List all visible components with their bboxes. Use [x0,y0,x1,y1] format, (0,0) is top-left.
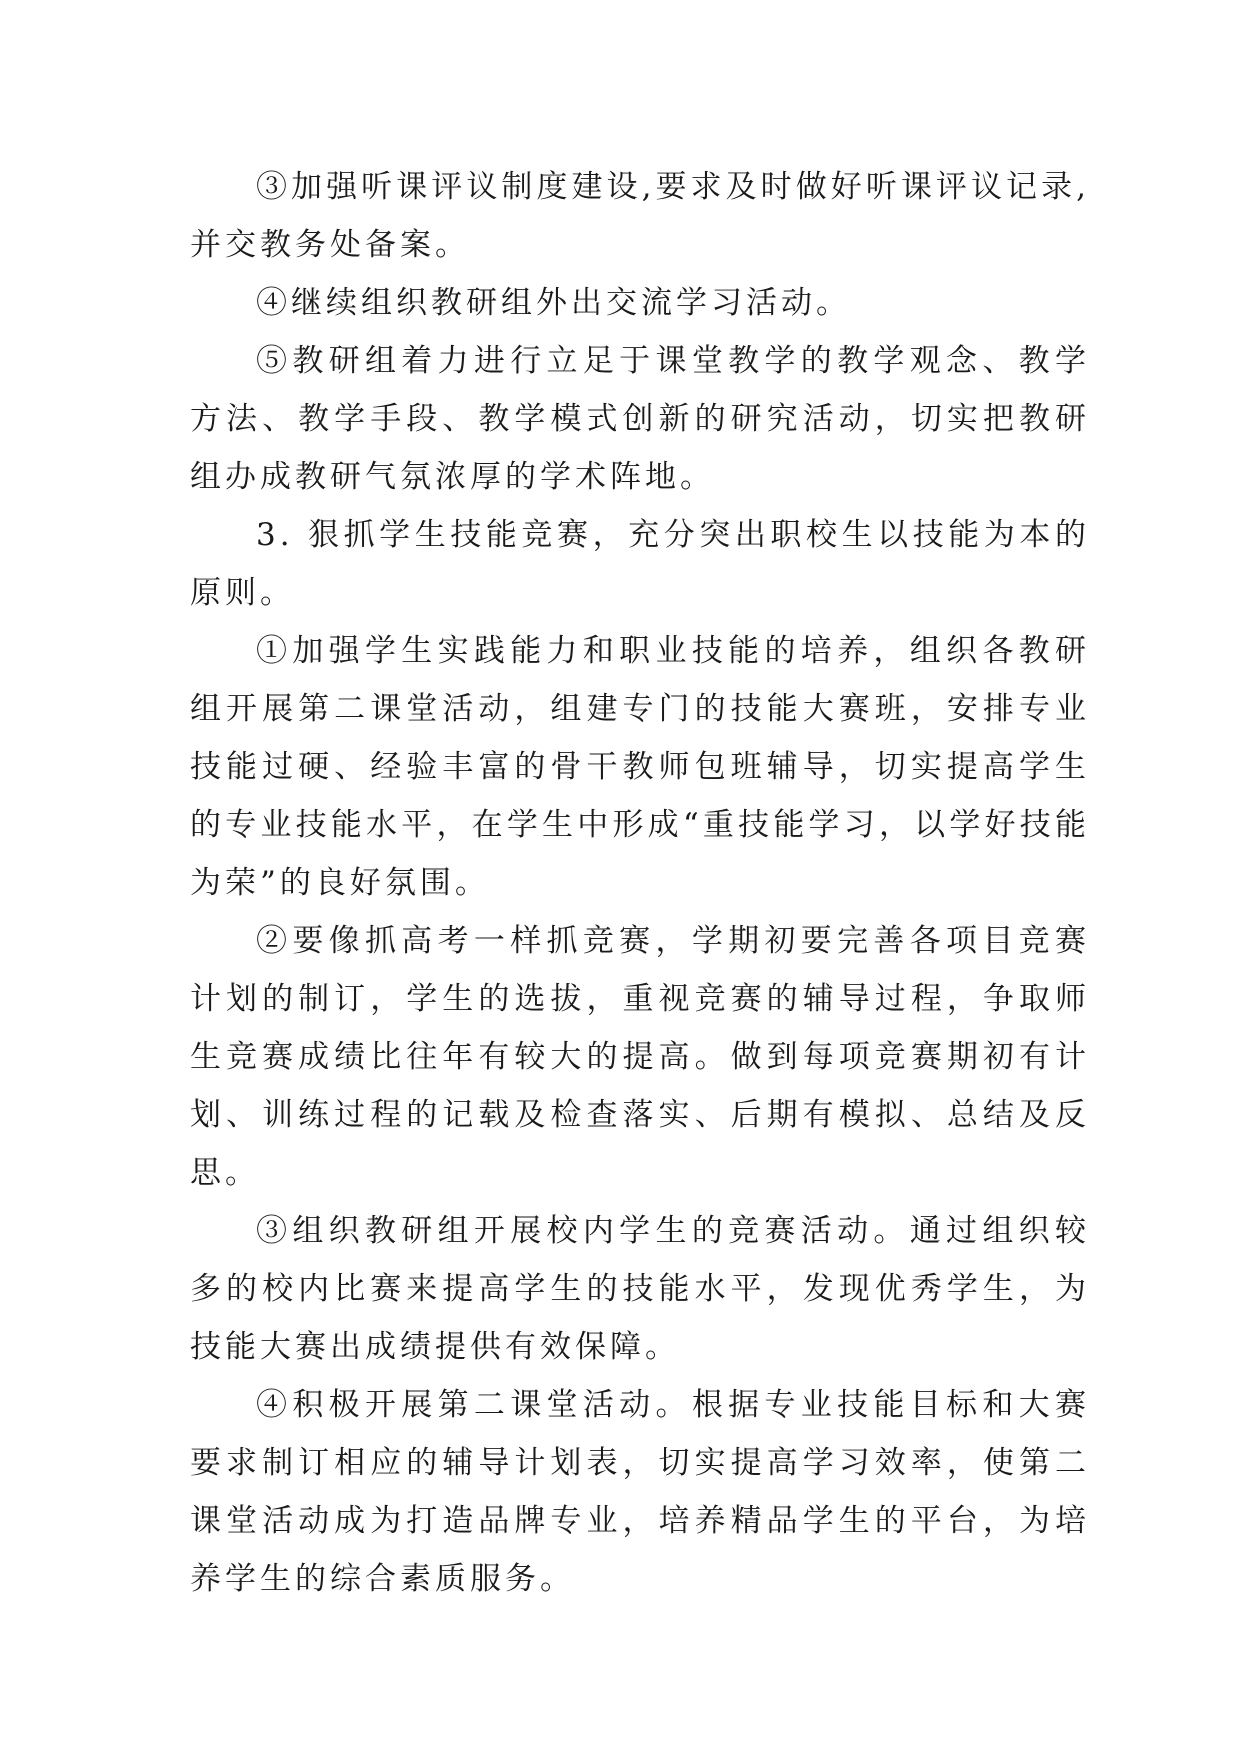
paragraph-2-competition-planning: ②要像抓高考一样抓竞赛，学期初要完善各项目竞赛计划的制订，学生的选拔，重视竞赛的辅导过程，争取师生竞赛成绩比往年有较大的提高。做到每项竞赛期初有计划、训练过程的记载及检查落实、后期有模拟、总结及反思。 [190,923,1090,1191]
paragraph-5-teaching-innovation: ⑤教研组着力进行立足于课堂教学的教学观念、教学方法、教学手段、教学模式创新的研究活动，切实把教研组办成教研气氛浓厚的学术阵地。 [190,343,1090,495]
paragraph-3-lecture-review: ③加强听课评议制度建设,要求及时做好听课评议记录,并交教务处备案。 [190,169,1090,263]
paragraph-1-practical-skills: ①加强学生实践能力和职业技能的培养，组织各教研组开展第二课堂活动，组建专门的技能大赛班，安排专业技能过硬、经验丰富的骨干教师包班辅导，切实提高学生的专业技能水平，在学生中形成“重技能学习，以学好技能为荣”的良好氛围。 [190,633,1090,901]
section-heading-skills-competition: 3. 狠抓学生技能竞赛，充分突出职校生以技能为本的原则。 [190,517,1090,611]
paragraph-4-second-classroom: ④积极开展第二课堂活动。根据专业技能目标和大赛要求制订相应的辅导计划表，切实提高学习效率，使第二课堂活动成为打造品牌专业，培养精品学生的平台，为培养学生的综合素质服务。 [190,1387,1090,1597]
document-body [190,158,1090,1608]
paragraph-3-campus-competitions: ③组织教研组开展校内学生的竞赛活动。通过组织较多的校内比赛来提高学生的技能水平，发现优秀学生，为技能大赛出成绩提供有效保障。 [190,1213,1090,1365]
paragraph-4-external-exchange: ④继续组织教研组外出交流学习活动。 [256,285,851,321]
